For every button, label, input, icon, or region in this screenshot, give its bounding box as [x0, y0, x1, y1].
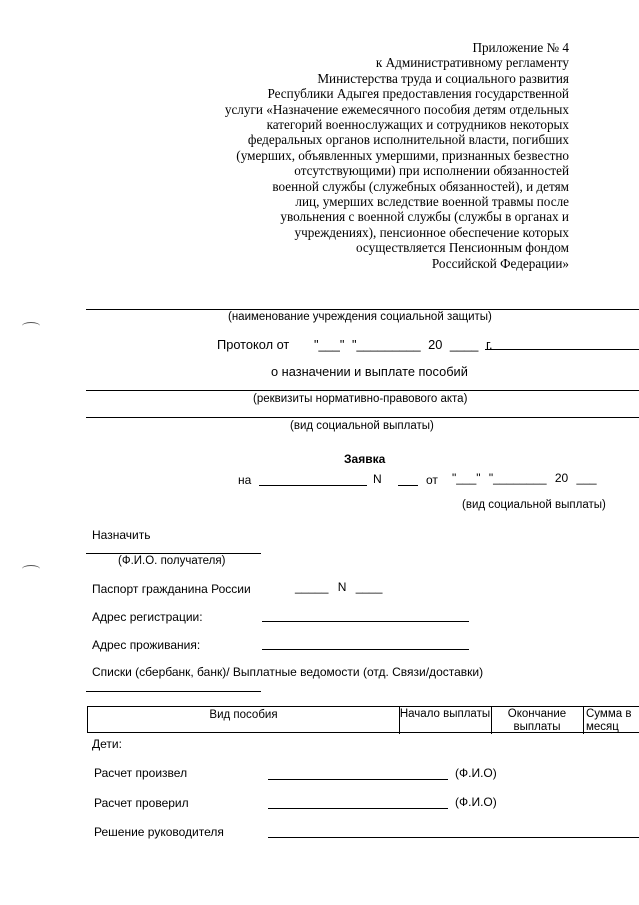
- appendix-line: Республики Адыгея предоставления государственной: [267, 86, 569, 102]
- application-subject-line: [259, 485, 367, 486]
- live-address-line: [262, 649, 469, 650]
- appendix-line: федеральных органов исполнительной власти, погибших: [247, 132, 569, 148]
- application-payment-type-caption: (вид социальной выплаты): [462, 499, 606, 511]
- application-date: "___" "________ 20 ___: [452, 471, 597, 485]
- protocol-label: Протокол от: [217, 337, 290, 352]
- protocol-number-line: [485, 349, 639, 350]
- act-line: [86, 390, 639, 391]
- recipient-fio-caption: (Ф.И.О. получателя): [118, 555, 226, 567]
- appendix-line: Приложение № 4: [472, 40, 569, 55]
- reg-address-label: Адрес регистрации:: [92, 610, 203, 624]
- appendix-line: военной службы (служебных обязанностей), и детям: [272, 178, 569, 194]
- institution-line: [86, 309, 639, 310]
- calc-done-line: [268, 779, 448, 780]
- appendix-line: Российской Федерации»: [431, 255, 569, 271]
- passport-label: Паспорт гражданина России: [92, 582, 251, 596]
- appendix-line: услуги «Назначение ежемесячного пособия детям отдельных: [224, 101, 569, 117]
- calc-checked-fio: (Ф.И.О): [455, 795, 497, 809]
- appendix-header: [190, 40, 569, 271]
- children-label: Дети:: [92, 737, 122, 751]
- application-from-label: от: [426, 473, 438, 487]
- appendix-line: осуществляется Пенсионным фондом: [356, 240, 569, 256]
- institution-caption: (наименование учреждения социальной защиты): [228, 311, 492, 323]
- payment-type-line: [86, 417, 639, 418]
- live-address-label: Адрес проживания:: [92, 638, 201, 652]
- lists-label: Списки (сбербанк, банк)/ Выплатные ведомости (отд. Связи/доставки): [92, 665, 484, 679]
- table-header-end-text: Окончание выплаты: [507, 708, 567, 733]
- application-on-label: на: [238, 473, 252, 487]
- application-number-line: [398, 485, 418, 486]
- recipient-fio-line: [86, 553, 261, 554]
- reg-address-line: [262, 621, 469, 622]
- application-title: Заявка: [344, 452, 386, 466]
- lists-line: [86, 691, 261, 692]
- table-header-benefit-type: Вид пособия: [209, 709, 278, 721]
- table-header-start-text: Начало выплаты: [399, 708, 491, 720]
- protocol-date: "___" "_________ 20 ____ г.: [314, 337, 493, 352]
- calc-checked-label: Расчет проверил: [94, 796, 189, 810]
- benefit-table: [87, 706, 639, 733]
- punch-hole-mark: [22, 322, 40, 330]
- protocol-subject: о назначении и выплате пособий: [271, 364, 468, 379]
- table-header-sum: [583, 707, 639, 734]
- decision-line: [268, 837, 639, 838]
- table-header-end: [491, 707, 583, 734]
- decision-label: Решение руководителя: [94, 825, 224, 839]
- appendix-line: (умерших, объявленных умершими, признанных безвестно: [236, 147, 569, 163]
- table-header-sum-text: Сумма в месяц: [586, 708, 632, 733]
- assign-label: Назначить: [92, 528, 151, 542]
- calc-done-fio: (Ф.И.О): [455, 766, 497, 780]
- payment-type-caption: (вид социальной выплаты): [290, 420, 434, 432]
- appendix-line: увольнения с военной службы (службы в органах и: [280, 209, 569, 225]
- appendix-line: учреждениях), пенсионное обеспечение которых: [294, 224, 569, 240]
- appendix-line: Министерства труда и социального развития: [317, 70, 569, 86]
- appendix-line: лиц, умерших вследствие военной травмы после: [295, 194, 569, 210]
- appendix-line: категорий военнослужащих и сотрудников некоторых: [266, 117, 569, 133]
- punch-hole-mark: [22, 565, 40, 573]
- calc-done-label: Расчет произвел: [94, 766, 188, 780]
- application-n-label: N: [373, 472, 382, 486]
- appendix-line: к Административному регламенту: [375, 55, 569, 71]
- act-caption: (реквизиты нормативно-правового акта): [253, 393, 468, 405]
- table-header-start: [399, 707, 491, 734]
- appendix-line: отсутствующими) при исполнении обязанностей: [294, 163, 569, 179]
- calc-checked-line: [268, 808, 448, 809]
- passport-number: _____ N ____: [295, 580, 383, 594]
